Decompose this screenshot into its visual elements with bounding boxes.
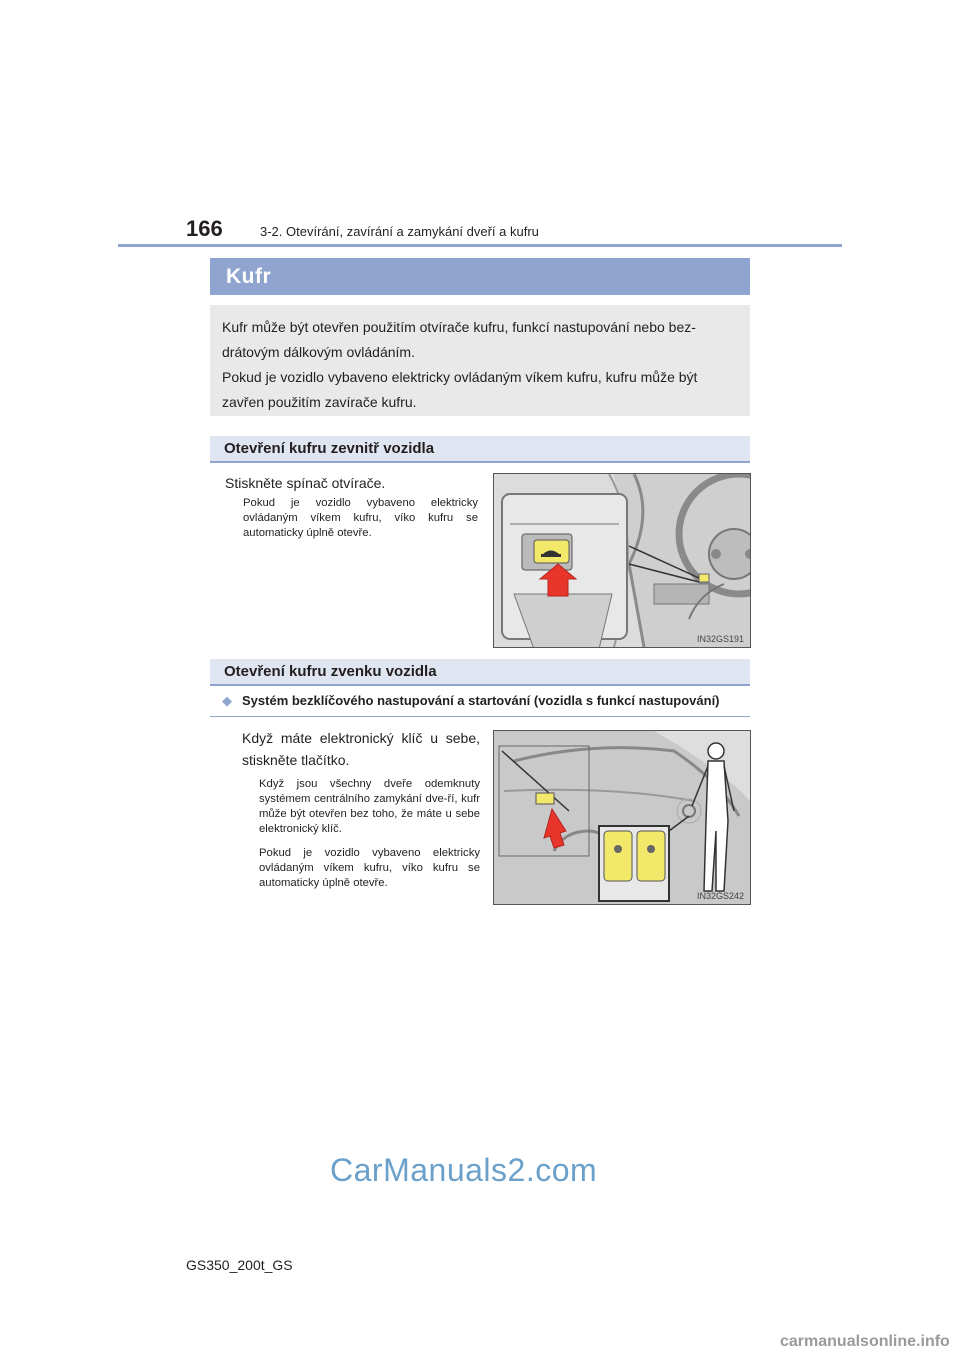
intro-box (210, 305, 750, 416)
figure-code: IN32GS191 (696, 634, 744, 644)
subsection-heading-inside (210, 436, 750, 463)
model-code: GS350_200t_GS (186, 1257, 293, 1273)
subsection-heading-text: Otevření kufru zevnitř vozidla (224, 440, 435, 457)
dashboard-figure-svg (494, 474, 750, 647)
note-text: Když jsou všechny dveře odemknuty systémem centrálního zamykání dve-ří, kufr může být otevřen bez toho, že máte u sebe elektronický klíč. (259, 778, 480, 835)
figure-code: IN32GS242 (696, 891, 744, 901)
diamond-icon: ◆ (222, 693, 232, 708)
instruction-text: Stiskněte spínač otvírače. (225, 475, 386, 491)
exterior-figure-svg (494, 731, 750, 904)
intro-paragraph: Pokud je vozidlo vybaveno elektricky ovládaným víkem kufru, kufru může být zavřen použitím zavírače kufru. (222, 369, 698, 410)
watermark: CarManuals2.com (330, 1152, 598, 1188)
chapter-title: 3-2. Otevírání, zavírání a zamykání dveří a kufru (260, 224, 539, 239)
footer-site: carmanualsonline.info (780, 1333, 950, 1350)
subsection-heading-outside (210, 659, 750, 686)
subsection-heading-text: Otevření kufru zvenku vozidla (224, 663, 437, 680)
trunk-opener-switch-illustration (493, 473, 751, 648)
intro-paragraph: Kufr může být otevřen použitím otvírače kufru, funkcí nastupování nebo bez-drátovým dálkovým ovládáním. (222, 319, 696, 360)
bullet-title: Systém bezklíčového nastupování a startování (vozidla s funkcí nastupování) (242, 693, 720, 708)
bullet-underline (210, 716, 750, 717)
header-rule (118, 244, 842, 247)
section-title: Kufr (226, 265, 272, 288)
section-title-bar (210, 258, 750, 295)
instruction-text: Když máte elektronický klíč u sebe, stiskněte tlačítko. (242, 730, 480, 768)
page-number: 166 (186, 216, 223, 241)
trunk-button-exterior-illustration (493, 730, 751, 905)
note-text: Pokud je vozidlo vybaveno elektricky ovládaným víkem kufru, víko kufru se automaticky úplně otevře. (259, 847, 480, 889)
note-text: Pokud je vozidlo vybaveno elektricky ovládaným víkem kufru, víko kufru se automaticky úplně otevře. (243, 497, 478, 539)
